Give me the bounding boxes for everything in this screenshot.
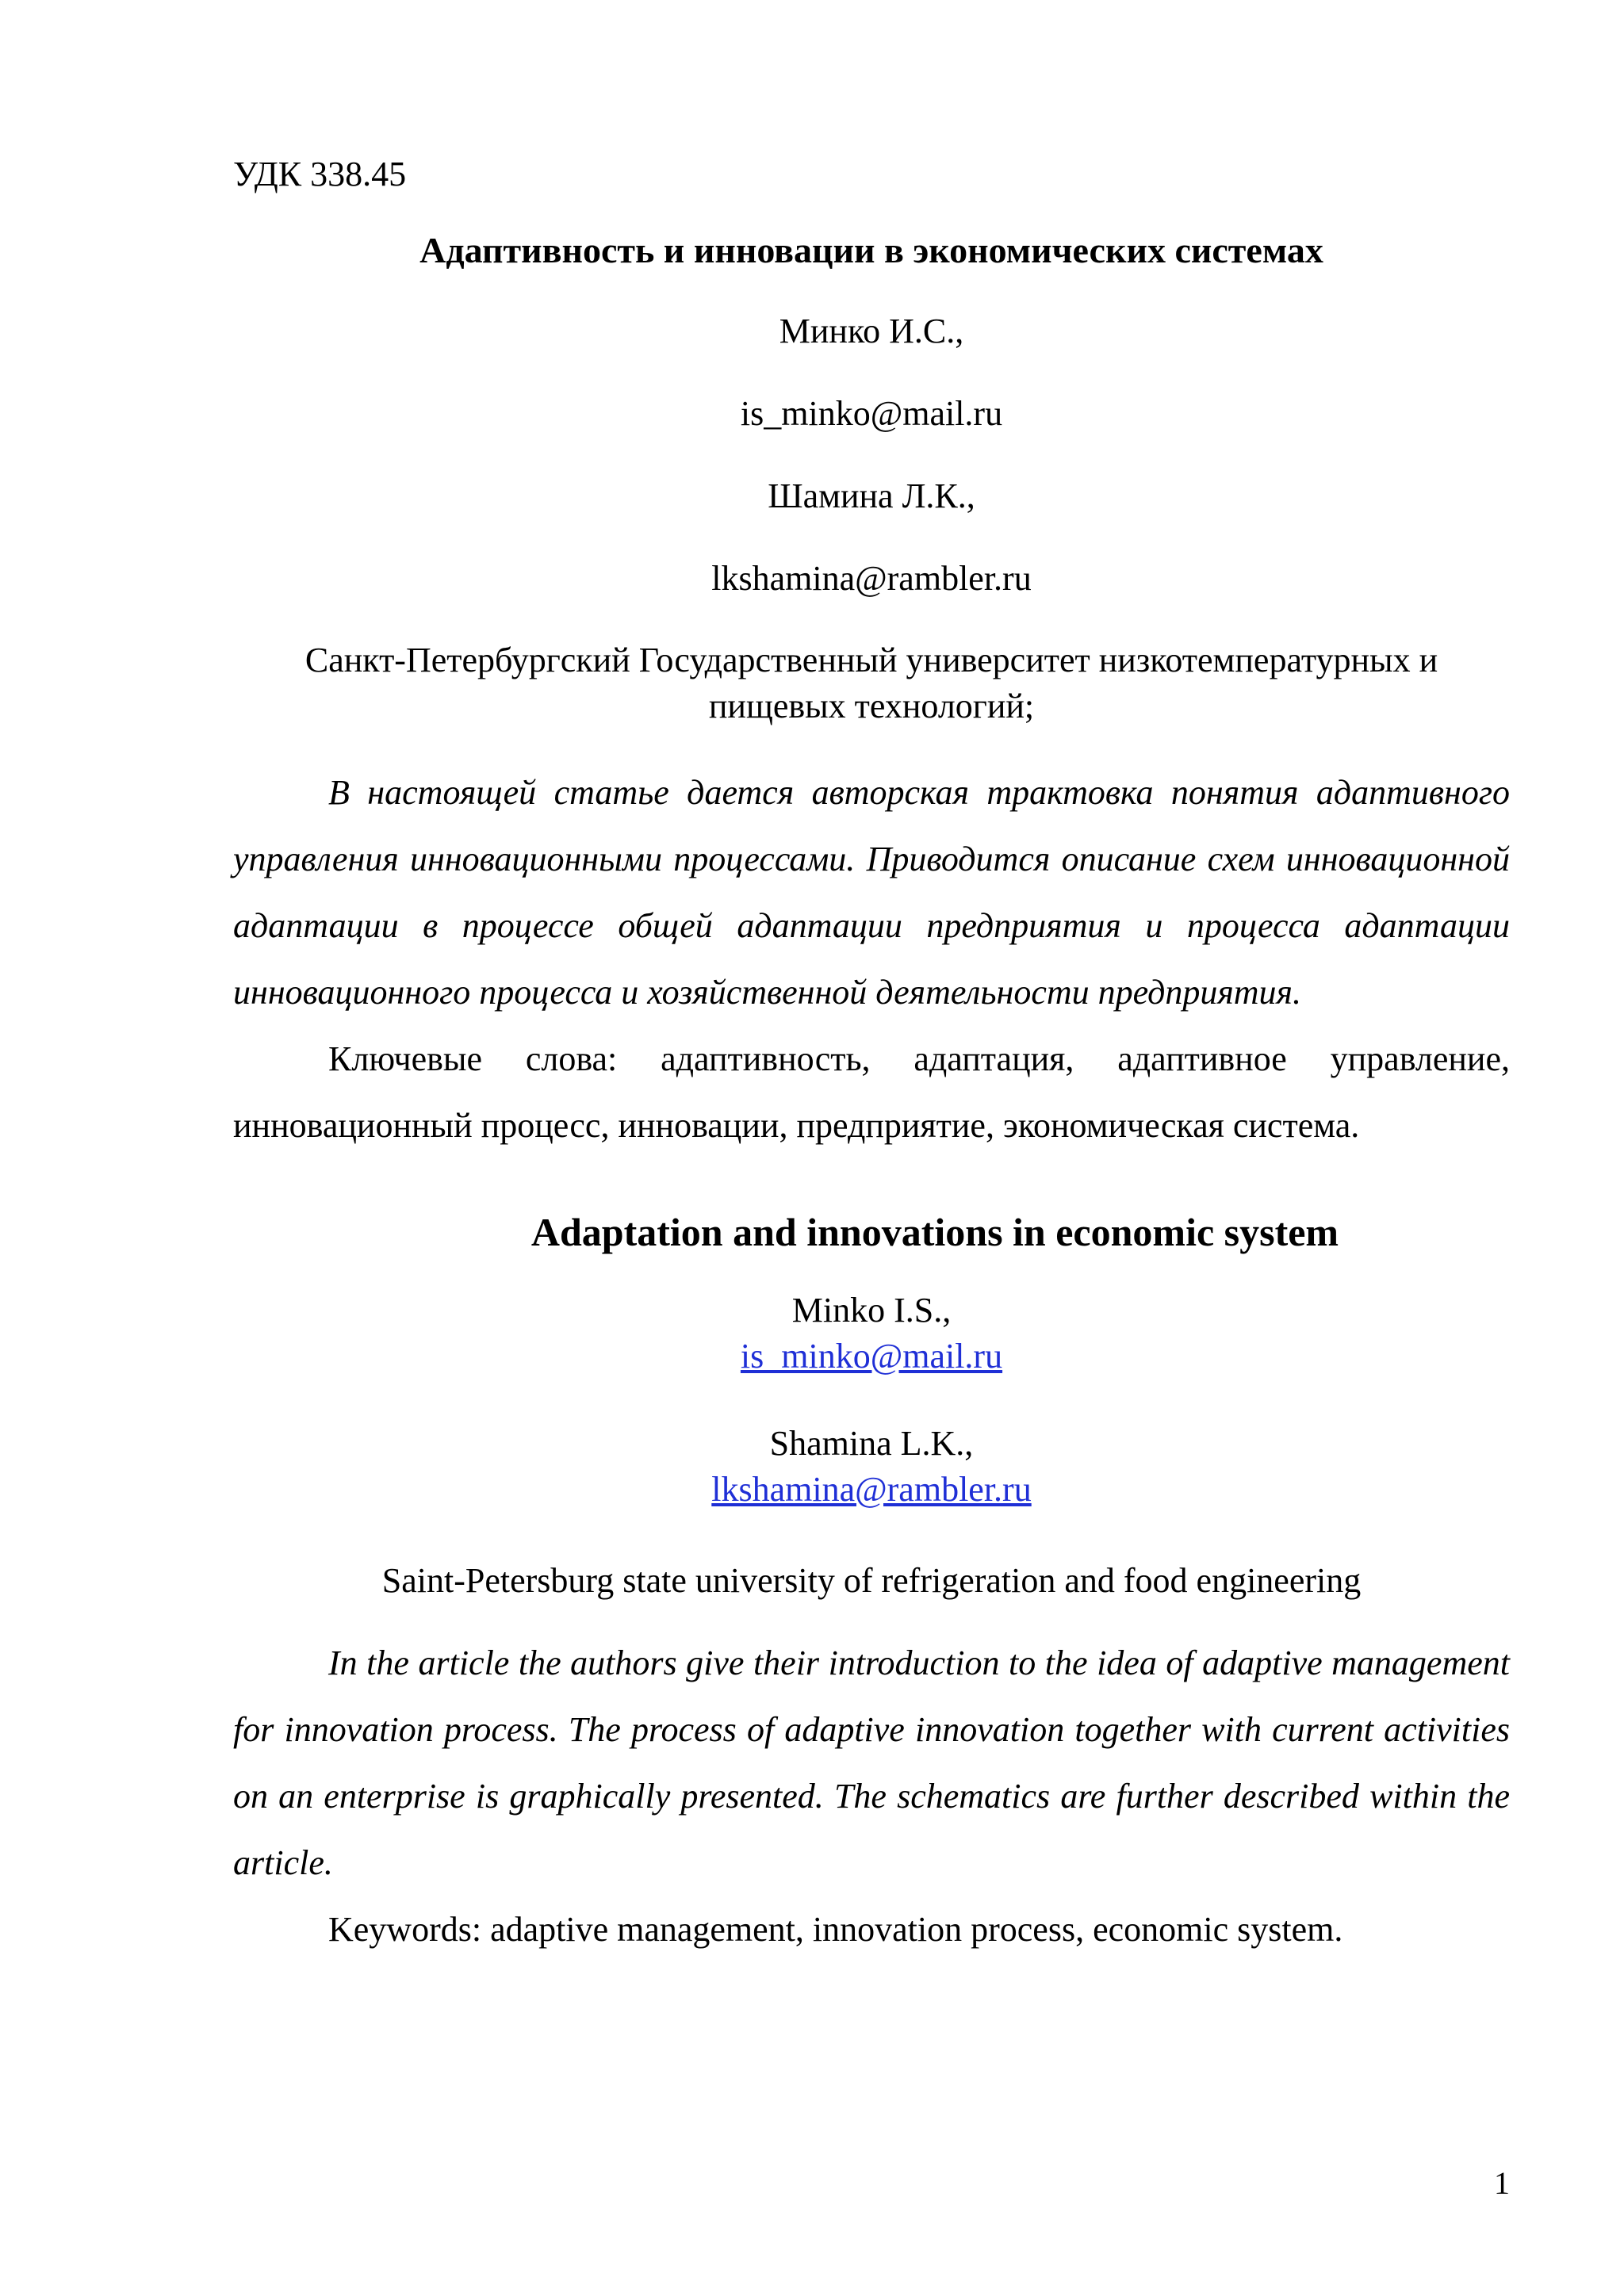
author-email-link-en-2[interactable]: lkshamina@rambler.ru	[711, 1470, 1032, 1509]
article-content	[233, 151, 1510, 1963]
affiliation-ru: Санкт-Петербургский Государственный университет низкотемпературных и пищевых технологий;	[304, 641, 1438, 725]
author-email-link-en-1[interactable]: is_minko@mail.ru	[740, 1337, 1003, 1376]
keywords-en: Keywords: adaptive management, innovation process, economic system.	[328, 1910, 1343, 1949]
abstract-ru: В настоящей статье дается авторская трактовка понятия адаптивного управления инновационными процессами. Приводится описание схем инновационной адаптации в процессе общей адаптации предприятия и процесса адаптации инновационного процесса и хозяйственной деятельности предприятия.	[233, 773, 1510, 1012]
author-name-en-1: Minko I.S.,	[791, 1291, 952, 1330]
author-name-en-2: Shamina L.K.,	[769, 1424, 974, 1463]
article-title-ru: Адаптивность и инновации в экономических системах	[419, 230, 1323, 270]
page-number: 1	[1494, 2165, 1510, 2201]
author-email-ru-2: lkshamina@rambler.ru	[711, 559, 1032, 598]
author-name-ru-1: Минко И.С.,	[779, 312, 964, 350]
abstract-en: In the article the authors give their introduction to the idea of adaptive management for innovation process. The process of adaptive innovation together with current activities on an enterprise is graphically presented. The schematics are further described within the article.	[233, 1644, 1510, 1882]
author-block-en-2	[233, 1421, 1510, 1513]
author-name-ru-2: Шамина Л.К.,	[768, 476, 975, 515]
keywords-ru: Ключевые слова: адаптивность, адаптация, адаптивное управление, инновационный процесс, инновации, предприятие, экономическая система.	[233, 1039, 1510, 1145]
udk-code: УДК 338.45	[233, 155, 407, 193]
article-title-en: Adaptation and innovations in economic system	[530, 1210, 1339, 1254]
author-block-en-1	[233, 1288, 1510, 1380]
author-email-ru-1: is_minko@mail.ru	[740, 394, 1003, 433]
affiliation-en: Saint-Petersburg state university of refrigeration and food engineering	[381, 1561, 1362, 1600]
